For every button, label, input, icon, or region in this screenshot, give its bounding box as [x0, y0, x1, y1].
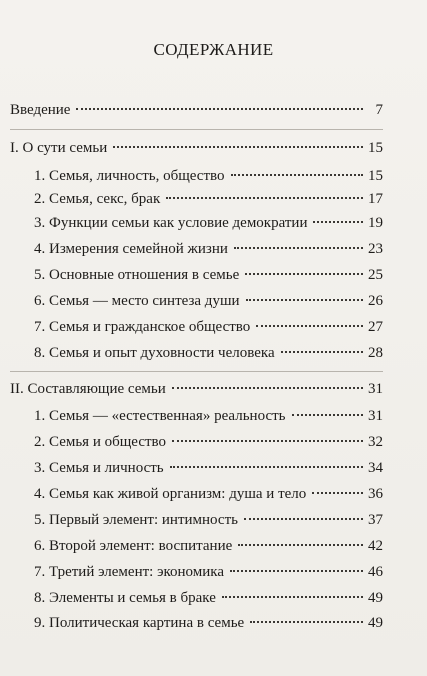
- toc-entry-label: 3. Функции семьи как условие демократии: [34, 215, 308, 231]
- dot-leader: [312, 492, 363, 494]
- toc-entry-page: 23: [368, 241, 383, 257]
- toc-entry: [34, 458, 383, 478]
- dot-leader: [231, 174, 364, 176]
- toc-entry-label: 5. Первый элемент: интимность: [34, 512, 238, 528]
- toc-entry-page: 46: [368, 564, 383, 580]
- toc-entry-label: 8. Элементы и семья в браке: [34, 590, 216, 606]
- toc-entry-label: 4. Семья как живой организм: душа и тело: [34, 486, 307, 502]
- toc-entry-page: 15: [368, 140, 383, 156]
- dot-leader: [76, 108, 363, 110]
- toc-entry-label: 7. Третий элемент: экономика: [34, 564, 225, 580]
- toc-section-1: [10, 138, 383, 158]
- toc-entry-introduction: [10, 100, 383, 120]
- dot-leader: [172, 440, 363, 442]
- toc-entry: [34, 317, 383, 337]
- toc-entry-page: 31: [368, 381, 383, 397]
- dot-leader: [281, 351, 363, 353]
- dot-leader: [238, 544, 363, 546]
- toc-entry: [34, 343, 383, 363]
- toc-entry: [34, 265, 383, 285]
- toc-entry-label: 1. Семья — «естественная» реальность: [34, 408, 286, 424]
- toc-entry-page: 31: [368, 408, 383, 424]
- toc-entry: [34, 562, 383, 582]
- dot-leader: [244, 518, 363, 520]
- toc-entry-page: 42: [368, 538, 383, 554]
- toc-entry-page: 49: [368, 615, 383, 631]
- toc-entry: [34, 536, 383, 556]
- toc-entry: [34, 291, 383, 311]
- dot-leader: [166, 197, 363, 199]
- toc-entry: [34, 510, 383, 530]
- section-divider: [10, 371, 383, 372]
- toc-entry: [34, 613, 383, 633]
- toc-entry-label: 9. Политическая картина в семье: [34, 615, 245, 631]
- dot-leader: [113, 146, 363, 148]
- toc-entry-page: 19: [368, 215, 383, 231]
- dot-leader: [292, 414, 364, 416]
- toc-entry-page: 36: [368, 486, 383, 502]
- toc-section-2: [10, 379, 383, 399]
- toc-entry-label: 6. Семья — место синтеза души: [34, 293, 240, 309]
- toc-entry-label: 6. Второй элемент: воспитание: [34, 538, 233, 554]
- toc-entry: [34, 406, 383, 426]
- toc-entry-page: 34: [368, 460, 383, 476]
- toc-entry: [34, 588, 383, 608]
- toc-entry: [34, 239, 383, 259]
- toc-entry-label: Введение: [10, 102, 71, 118]
- toc-entry-page: 49: [368, 590, 383, 606]
- page-title: СОДЕРЖАНИЕ: [153, 40, 274, 59]
- toc-entry-page: 25: [368, 267, 383, 283]
- dot-leader: [246, 299, 363, 301]
- toc-entry-label: 2. Семья, секс, брак: [34, 191, 161, 207]
- toc-entry-page: 28: [368, 345, 383, 361]
- dot-leader: [256, 325, 363, 327]
- dot-leader: [172, 387, 363, 389]
- toc-entry: [34, 213, 383, 233]
- toc-entry-page: 15: [368, 168, 383, 184]
- toc-entry-page: 7: [375, 102, 383, 118]
- dot-leader: [222, 596, 363, 598]
- section-divider: [10, 129, 383, 130]
- toc-entry-label: 3. Семья и личность: [34, 460, 164, 476]
- toc-entry-page: 26: [368, 293, 383, 309]
- dot-leader: [234, 247, 363, 249]
- toc-entry: [34, 484, 383, 504]
- toc-entry-page: 27: [368, 319, 383, 335]
- toc-entry-page: 17: [368, 191, 383, 207]
- dot-leader: [250, 621, 363, 623]
- toc-entry-label: II. Составляющие семьи: [10, 381, 166, 397]
- toc-entry-label: 2. Семья и общество: [34, 434, 167, 450]
- toc-entry-label: 1. Семья, личность, общество: [34, 168, 225, 184]
- toc-entry-page: 37: [368, 512, 383, 528]
- toc-entry: [34, 166, 383, 186]
- toc-entry: [34, 432, 383, 452]
- toc-entry-page: 32: [368, 434, 383, 450]
- toc-entry-label: I. О сути семьи: [10, 140, 108, 156]
- toc-entry-label: 4. Измерения семейной жизни: [34, 241, 228, 257]
- dot-leader: [170, 466, 363, 468]
- toc-entry-label: 7. Семья и гражданское общество: [34, 319, 251, 335]
- dot-leader: [245, 273, 363, 275]
- dot-leader: [230, 570, 363, 572]
- toc-entry-label: 5. Основные отношения в семье: [34, 267, 240, 283]
- toc-entry: [34, 189, 383, 209]
- toc-entry-label: 8. Семья и опыт духовности человека: [34, 345, 275, 361]
- dot-leader: [313, 221, 363, 223]
